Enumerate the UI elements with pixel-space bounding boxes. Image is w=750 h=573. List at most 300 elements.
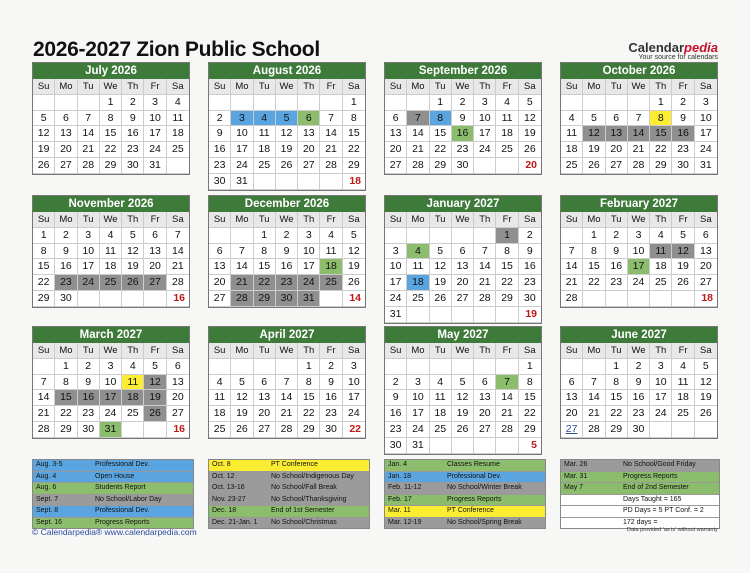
day-cell: 19 — [452, 406, 474, 422]
day-cell: 1 — [343, 95, 365, 111]
legend-row — [385, 495, 545, 507]
weekday-header: We — [628, 343, 650, 359]
day-cell: 11 — [167, 111, 189, 127]
weekday-header: We — [628, 212, 650, 228]
empty-cell — [231, 95, 253, 111]
day-cell: 26 — [583, 158, 605, 174]
weekday-header: Sa — [167, 79, 189, 95]
day-cell: 3 — [385, 244, 407, 260]
weekday-header: Fr — [496, 212, 518, 228]
day-cell: 21 — [583, 406, 605, 422]
empty-cell — [430, 228, 452, 244]
day-cell: 4 — [167, 95, 189, 111]
day-cell: 30 — [209, 174, 231, 190]
day-cell: 13 — [167, 375, 189, 391]
day-cell: 1 — [650, 95, 672, 111]
day-cell: 10 — [298, 244, 320, 260]
day-cell: 10 — [628, 244, 650, 260]
weekday-header: Su — [33, 212, 55, 228]
day-cell: 15 — [519, 390, 541, 406]
day-cell: 24 — [144, 142, 166, 158]
day-cell: 26 — [33, 158, 55, 174]
day-cell: 15 — [583, 259, 605, 275]
day-cell: 5 — [430, 244, 452, 260]
empty-cell — [276, 359, 298, 375]
day-cell: 18 — [320, 259, 342, 275]
day-cell: 10 — [385, 259, 407, 275]
day-cell: 13 — [452, 259, 474, 275]
day-cell: 4 — [407, 244, 429, 260]
day-cell: 22 — [298, 406, 320, 422]
day-cell: 16 — [672, 126, 694, 142]
legend-event: No School/Spring Break — [447, 518, 522, 526]
day-cell: 6 — [298, 111, 320, 127]
weekday-header: Mo — [55, 212, 77, 228]
legend-event: Progress Reports — [95, 518, 150, 526]
legend-event: No School/Good Friday — [623, 461, 696, 468]
day-cell: 14 — [474, 259, 496, 275]
month-title: May 2027 — [385, 327, 541, 343]
day-cell: 28 — [33, 422, 55, 438]
day-cell: 14 — [33, 390, 55, 406]
day-cell: 1 — [519, 359, 541, 375]
empty-cell — [320, 174, 342, 190]
day-cell: 20 — [452, 275, 474, 291]
day-cell: 27 — [55, 158, 77, 174]
day-cell: 29 — [33, 291, 55, 307]
weekday-header: Fr — [496, 79, 518, 95]
day-cell: 4 — [430, 375, 452, 391]
weekday-header: Th — [650, 212, 672, 228]
day-cell: 23 — [320, 406, 342, 422]
day-cell: 13 — [298, 126, 320, 142]
legend-date: Dec. 18 — [212, 507, 237, 514]
day-cell: 30 — [628, 422, 650, 438]
empty-cell — [430, 359, 452, 375]
day-cell: 22 — [55, 406, 77, 422]
day-cell: 30 — [122, 158, 144, 174]
day-cell: 3 — [407, 375, 429, 391]
day-cell: 18 — [496, 126, 518, 142]
legend-event: PT Conference — [447, 507, 494, 514]
day-cell: 20 — [209, 275, 231, 291]
legend-date: Aug. 3-5 — [36, 461, 63, 468]
day-cell: 22 — [606, 406, 628, 422]
legend-row — [561, 495, 719, 507]
day-cell: 12 — [452, 390, 474, 406]
day-cell: 20 — [298, 142, 320, 158]
day-cell: 27 — [695, 275, 717, 291]
day-cell: 31 — [385, 307, 407, 323]
day-cell: 6 — [209, 244, 231, 260]
legend-date — [561, 495, 623, 506]
empty-cell — [474, 158, 496, 174]
day-cell: 3 — [231, 111, 253, 127]
day-cell: 17 — [144, 126, 166, 142]
weekday-header: Tu — [430, 212, 452, 228]
empty-cell — [628, 95, 650, 111]
legend-row — [385, 518, 545, 529]
weekday-header: Fr — [320, 212, 342, 228]
legend-row — [385, 472, 545, 484]
day-cell: 31 — [100, 422, 122, 438]
day-cell: 26 — [519, 142, 541, 158]
legend-date — [561, 518, 623, 529]
month-title: August 2026 — [209, 63, 365, 79]
day-cell: 12 — [583, 126, 605, 142]
legend-event: Professional Dev. — [447, 472, 502, 480]
day-cell: 24 — [474, 142, 496, 158]
footer-disclaimer: Data provided 'as is' without warranty — [627, 527, 718, 533]
day-cell: 5 — [519, 95, 541, 111]
day-cell: 16 — [276, 259, 298, 275]
day-cell: 8 — [298, 375, 320, 391]
day-cell: 9 — [78, 375, 100, 391]
day-cell: 5 — [343, 228, 365, 244]
legend-row — [385, 506, 545, 518]
day-cell: 21 — [167, 259, 189, 275]
day-cell: 15 — [100, 126, 122, 142]
day-cell: 28 — [561, 291, 583, 307]
empty-cell — [583, 95, 605, 111]
day-cell: 29 — [650, 158, 672, 174]
month-calendar — [208, 62, 366, 191]
day-cell: 3 — [144, 95, 166, 111]
day-cell: 26 — [231, 422, 253, 438]
day-cell: 5 — [695, 359, 717, 375]
empty-cell — [628, 291, 650, 307]
day-cell: 26 — [144, 406, 166, 422]
weekday-header: Sa — [519, 343, 541, 359]
day-cell: 25 — [496, 142, 518, 158]
day-cell: 10 — [231, 126, 253, 142]
weekday-header: Mo — [55, 343, 77, 359]
school-days-count: 18 — [695, 291, 717, 307]
day-cell: 7 — [583, 375, 605, 391]
legend-box — [384, 459, 546, 529]
day-cell: 30 — [452, 158, 474, 174]
day-cell: 24 — [78, 275, 100, 291]
empty-cell — [430, 307, 452, 323]
weekday-header: Sa — [343, 343, 365, 359]
day-cell: 21 — [231, 275, 253, 291]
day-cell: 28 — [231, 291, 253, 307]
day-cell: 21 — [561, 275, 583, 291]
day-cell: 14 — [628, 126, 650, 142]
empty-cell — [55, 95, 77, 111]
weekday-header: Sa — [167, 343, 189, 359]
day-cell: 13 — [695, 244, 717, 260]
footer-credit-link[interactable]: © Calendarpedia® www.calendarpedia.com — [32, 527, 197, 537]
month-calendar — [208, 326, 366, 439]
legend-date: Mar. 31 — [564, 472, 588, 480]
day-cell: 7 — [407, 111, 429, 127]
brand-logo — [628, 40, 718, 61]
day-cell: 6 — [474, 375, 496, 391]
day-cell: 10 — [144, 111, 166, 127]
day-cell: 17 — [78, 259, 100, 275]
day-cell: 31 — [407, 438, 429, 454]
empty-cell — [144, 291, 166, 307]
day-cell: 31 — [231, 174, 253, 190]
school-days-count: 18 — [343, 174, 365, 190]
legend-row — [33, 506, 193, 518]
empty-cell — [496, 307, 518, 323]
day-cell: 19 — [519, 126, 541, 142]
day-cell: 23 — [78, 406, 100, 422]
empty-cell — [474, 307, 496, 323]
day-cell: 14 — [496, 390, 518, 406]
weekday-header: We — [276, 343, 298, 359]
empty-cell — [452, 228, 474, 244]
empty-cell — [122, 291, 144, 307]
weekday-header: Mo — [407, 343, 429, 359]
empty-cell — [606, 291, 628, 307]
day-cell: 21 — [407, 142, 429, 158]
weekday-header: Sa — [343, 79, 365, 95]
day-cell: 16 — [209, 142, 231, 158]
day-cell: 30 — [385, 438, 407, 454]
day-cell: 19 — [672, 259, 694, 275]
day-cell: 16 — [122, 126, 144, 142]
month-calendar — [560, 62, 718, 175]
day-cell: 3 — [298, 228, 320, 244]
day-cell: 21 — [78, 142, 100, 158]
day-cell: 21 — [33, 406, 55, 422]
day-cell: 22 — [100, 142, 122, 158]
day-cell: 13 — [561, 390, 583, 406]
day-cell: 31 — [298, 291, 320, 307]
empty-cell — [561, 359, 583, 375]
month-title: July 2026 — [33, 63, 189, 79]
day-cell: 22 — [496, 275, 518, 291]
school-days-count: 16 — [167, 291, 189, 307]
day-cell: 1 — [430, 95, 452, 111]
weekday-header: We — [628, 79, 650, 95]
day-cell: 11 — [407, 259, 429, 275]
day-cell: 25 — [407, 291, 429, 307]
weekday-header: Su — [209, 79, 231, 95]
day-cell: 28 — [474, 291, 496, 307]
day-cell: 17 — [695, 126, 717, 142]
day-cell: 21 — [496, 406, 518, 422]
weekday-header: Tu — [606, 212, 628, 228]
day-cell: 6 — [695, 228, 717, 244]
day-cell: 1 — [496, 228, 518, 244]
day-cell: 24 — [695, 142, 717, 158]
day-cell: 1 — [606, 359, 628, 375]
day-cell: 30 — [519, 291, 541, 307]
weekday-header: Sa — [695, 79, 717, 95]
day-cell: 17 — [231, 142, 253, 158]
day-cell: 12 — [33, 126, 55, 142]
day-cell: 9 — [55, 244, 77, 260]
day-cell: 19 — [695, 390, 717, 406]
school-days-count: 22 — [343, 422, 365, 438]
day-cell: 15 — [254, 259, 276, 275]
empty-cell — [474, 359, 496, 375]
day-cell: 17 — [385, 275, 407, 291]
day-cell: 15 — [430, 126, 452, 142]
day-cell: 14 — [407, 126, 429, 142]
day-cell: 29 — [55, 422, 77, 438]
day-cell: 29 — [606, 422, 628, 438]
empty-cell — [33, 359, 55, 375]
weekday-header: Mo — [407, 212, 429, 228]
day-cell: 20 — [385, 142, 407, 158]
day-cell: 3 — [650, 359, 672, 375]
legend-event: PT Conference — [271, 461, 318, 468]
month-calendar — [32, 62, 190, 175]
day-cell: 11 — [100, 244, 122, 260]
empty-cell — [606, 95, 628, 111]
legend-event: Open House — [95, 472, 135, 480]
day-cell: 1 — [583, 228, 605, 244]
weekday-header: Su — [561, 343, 583, 359]
day-cell: 20 — [606, 142, 628, 158]
day-cell: 29 — [298, 422, 320, 438]
legend-event: No School/Labor Day — [95, 495, 162, 503]
day-cell: 14 — [167, 244, 189, 260]
day-cell: 7 — [474, 244, 496, 260]
day-cell: 14 — [320, 126, 342, 142]
empty-cell — [209, 228, 231, 244]
month-calendar — [32, 326, 190, 439]
page-title: 2026-2027 Zion Public School — [33, 38, 320, 61]
day-cell: 7 — [167, 228, 189, 244]
weekday-header: Fr — [496, 343, 518, 359]
day-cell: 19 — [122, 259, 144, 275]
day-cell: 31 — [144, 158, 166, 174]
empty-cell — [407, 307, 429, 323]
day-cell: 14 — [78, 126, 100, 142]
day-cell: 9 — [519, 244, 541, 260]
weekday-header: We — [276, 79, 298, 95]
legend-date: Jan. 18 — [388, 472, 411, 480]
day-cell: 12 — [695, 375, 717, 391]
weekday-header: Tu — [430, 343, 452, 359]
empty-cell — [385, 95, 407, 111]
legend-event: End of 1st Semester — [271, 507, 335, 514]
month-title: April 2027 — [209, 327, 365, 343]
empty-cell — [385, 228, 407, 244]
legend-date: Aug. 4 — [36, 472, 57, 480]
day-cell: 17 — [628, 259, 650, 275]
day-cell: 15 — [298, 390, 320, 406]
day-cell: 3 — [100, 359, 122, 375]
day-cell: 23 — [628, 406, 650, 422]
month-calendar — [560, 195, 718, 308]
empty-cell — [407, 228, 429, 244]
weekday-header: Fr — [144, 212, 166, 228]
weekday-header: Fr — [320, 343, 342, 359]
empty-cell — [320, 95, 342, 111]
legend-event: Progress Reports — [447, 495, 502, 503]
day-cell: 6 — [144, 228, 166, 244]
legend-event: PD Days = 5 PT Conf. = 2 — [623, 507, 704, 514]
weekday-header: Tu — [78, 343, 100, 359]
day-cell: 2 — [628, 359, 650, 375]
day-cell: 9 — [122, 111, 144, 127]
weekday-header: Th — [298, 79, 320, 95]
day-cell: 8 — [343, 111, 365, 127]
day-cell: 5 — [672, 228, 694, 244]
day-cell: 19 — [33, 142, 55, 158]
day-cell: 16 — [452, 126, 474, 142]
day-cell: 11 — [650, 244, 672, 260]
day-cell: 4 — [320, 228, 342, 244]
month-calendar — [208, 195, 366, 308]
day-cell: 26 — [695, 406, 717, 422]
day-cell: 24 — [407, 422, 429, 438]
legend-row — [209, 483, 369, 495]
weekday-header: Th — [650, 343, 672, 359]
day-cell: 12 — [231, 390, 253, 406]
legend-date: Oct. 8 — [212, 461, 231, 468]
day-cell: 9 — [276, 244, 298, 260]
day-cell: 20 — [144, 259, 166, 275]
day-cell: 8 — [519, 375, 541, 391]
day-cell: 8 — [430, 111, 452, 127]
day-cell: 22 — [519, 406, 541, 422]
day-cell: 1 — [254, 228, 276, 244]
day-cell: 6 — [561, 375, 583, 391]
legend-date: Nov. 23-27 — [212, 495, 246, 503]
legend-date: Mar. 26 — [564, 461, 588, 468]
day-cell: 17 — [298, 259, 320, 275]
empty-cell — [474, 228, 496, 244]
empty-cell — [298, 174, 320, 190]
empty-cell — [231, 228, 253, 244]
day-cell: 11 — [209, 390, 231, 406]
day-cell: 23 — [385, 422, 407, 438]
empty-cell — [320, 291, 342, 307]
day-cell: 22 — [254, 275, 276, 291]
weekday-header: Sa — [343, 212, 365, 228]
day-cell: 2 — [452, 95, 474, 111]
day-cell: 21 — [276, 406, 298, 422]
day-cell: 28 — [78, 158, 100, 174]
day-cell: 3 — [78, 228, 100, 244]
day-cell: 29 — [496, 291, 518, 307]
day-cell: 9 — [628, 375, 650, 391]
day-cell: 18 — [430, 406, 452, 422]
day-cell: 1 — [55, 359, 77, 375]
day-cell: 24 — [385, 291, 407, 307]
empty-cell — [452, 438, 474, 454]
empty-cell — [144, 422, 166, 438]
month-title: January 2027 — [385, 196, 541, 212]
weekday-header: Su — [561, 79, 583, 95]
legend-event: Classes Resume — [447, 461, 500, 468]
month-title: December 2026 — [209, 196, 365, 212]
day-cell: 17 — [650, 390, 672, 406]
empty-cell — [407, 359, 429, 375]
day-cell: 23 — [276, 275, 298, 291]
day-cell: 2 — [209, 111, 231, 127]
legend-box — [208, 459, 370, 529]
day-cell: 13 — [254, 390, 276, 406]
weekday-header: Fr — [144, 343, 166, 359]
day-cell: 16 — [628, 390, 650, 406]
day-cell: 27 — [209, 291, 231, 307]
day-cell: 20 — [167, 390, 189, 406]
weekday-header: Mo — [231, 79, 253, 95]
empty-cell — [583, 359, 605, 375]
empty-cell — [254, 95, 276, 111]
day-cell: 13 — [144, 244, 166, 260]
day-cell: 2 — [519, 228, 541, 244]
